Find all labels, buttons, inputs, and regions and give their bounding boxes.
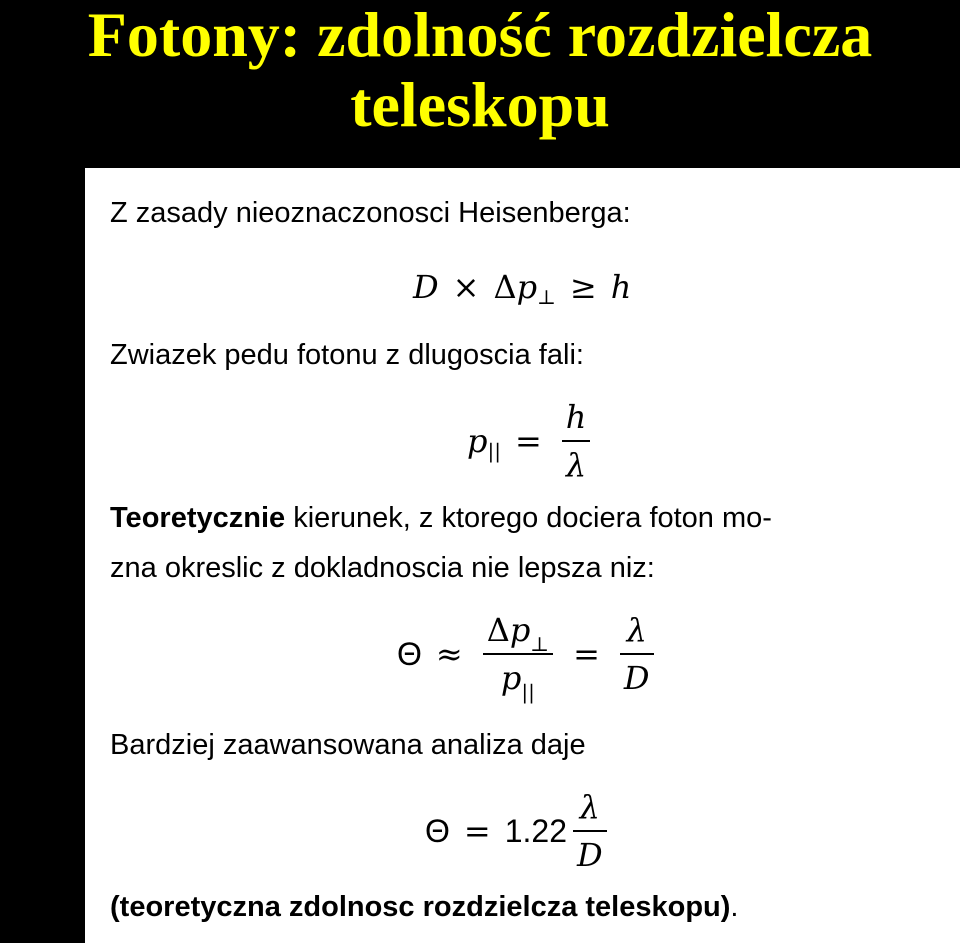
- content-image-panel: [85, 168, 960, 943]
- eq2-par: ||: [487, 439, 501, 463]
- eq4-theta: Θ: [425, 812, 450, 849]
- eq4-fraction: [573, 788, 607, 874]
- text-theoretical-direction-1: [110, 501, 772, 535]
- text-momentum-wavelength: Zwiazek pedu fotonu z dlugoscia fali:: [110, 339, 584, 371]
- eq2-h: h: [565, 398, 587, 436]
- slide-title: [0, 0, 960, 140]
- eq3-fraction-2: [620, 611, 654, 697]
- eq2-p: p: [467, 422, 488, 460]
- slide-title-line1: Fotony: zdolność rozdzielcza: [87, 0, 873, 70]
- eq3-perp: ⊥: [530, 632, 550, 656]
- eq3-p-num: p: [509, 611, 531, 649]
- eq3-delta: Δ: [486, 611, 510, 649]
- eq3-fraction-1: [483, 611, 553, 704]
- eq1-perp: ⊥: [537, 285, 556, 309]
- text-advanced-analysis: Bardziej zaawansowana analiza daje: [110, 729, 586, 761]
- slide-title-line2: teleskopu: [350, 69, 610, 140]
- text-theoretical-direction-2: zna okreslic z dokladnoscia nie lepsza niz:: [110, 552, 655, 584]
- text-theoretical-bold: Teoretycznie: [110, 502, 286, 534]
- text-theoretical-rest: kierunek, z ktorego dociera foton mo-: [285, 502, 772, 534]
- eq2-fraction: [562, 398, 591, 484]
- eq2-lambda: λ: [565, 446, 587, 484]
- eq4-eq: =: [463, 812, 491, 850]
- eq1-times: ×: [452, 268, 480, 306]
- equation-momentum: [467, 398, 596, 484]
- eq3-par: ||: [521, 680, 535, 704]
- eq3-p-den: p: [500, 659, 522, 697]
- eq1-h: h: [610, 268, 632, 306]
- eq3-theta: Θ: [397, 635, 422, 672]
- equation-resolution: [425, 788, 613, 874]
- text-resolution-conclusion: [110, 890, 738, 924]
- eq3-eq: =: [573, 635, 600, 673]
- equation-uncertainty: [413, 268, 632, 309]
- text-conclusion-bold: (teoretyczna zdolnosc rozdzielcza teleskopu): [110, 891, 731, 923]
- eq3-lambda: λ: [626, 611, 647, 649]
- eq4-lambda: λ: [579, 788, 600, 826]
- text-heisenberg-intro: Z zasady nieoznaczonosci Heisenberga:: [110, 197, 631, 229]
- eq4-D: D: [576, 836, 603, 874]
- text-conclusion-period: .: [730, 891, 739, 923]
- equation-angle-approx: [397, 611, 660, 704]
- eq1-p: p: [516, 268, 538, 306]
- eq2-eq: =: [514, 422, 542, 460]
- eq1-delta: Δ: [493, 268, 517, 306]
- eq1-D: D: [413, 268, 439, 306]
- eq3-D: D: [623, 659, 650, 697]
- eq3-approx: ≈: [435, 635, 463, 673]
- eq4-coefficient: 1.22: [504, 812, 567, 849]
- eq1-geq: ≥: [569, 268, 597, 306]
